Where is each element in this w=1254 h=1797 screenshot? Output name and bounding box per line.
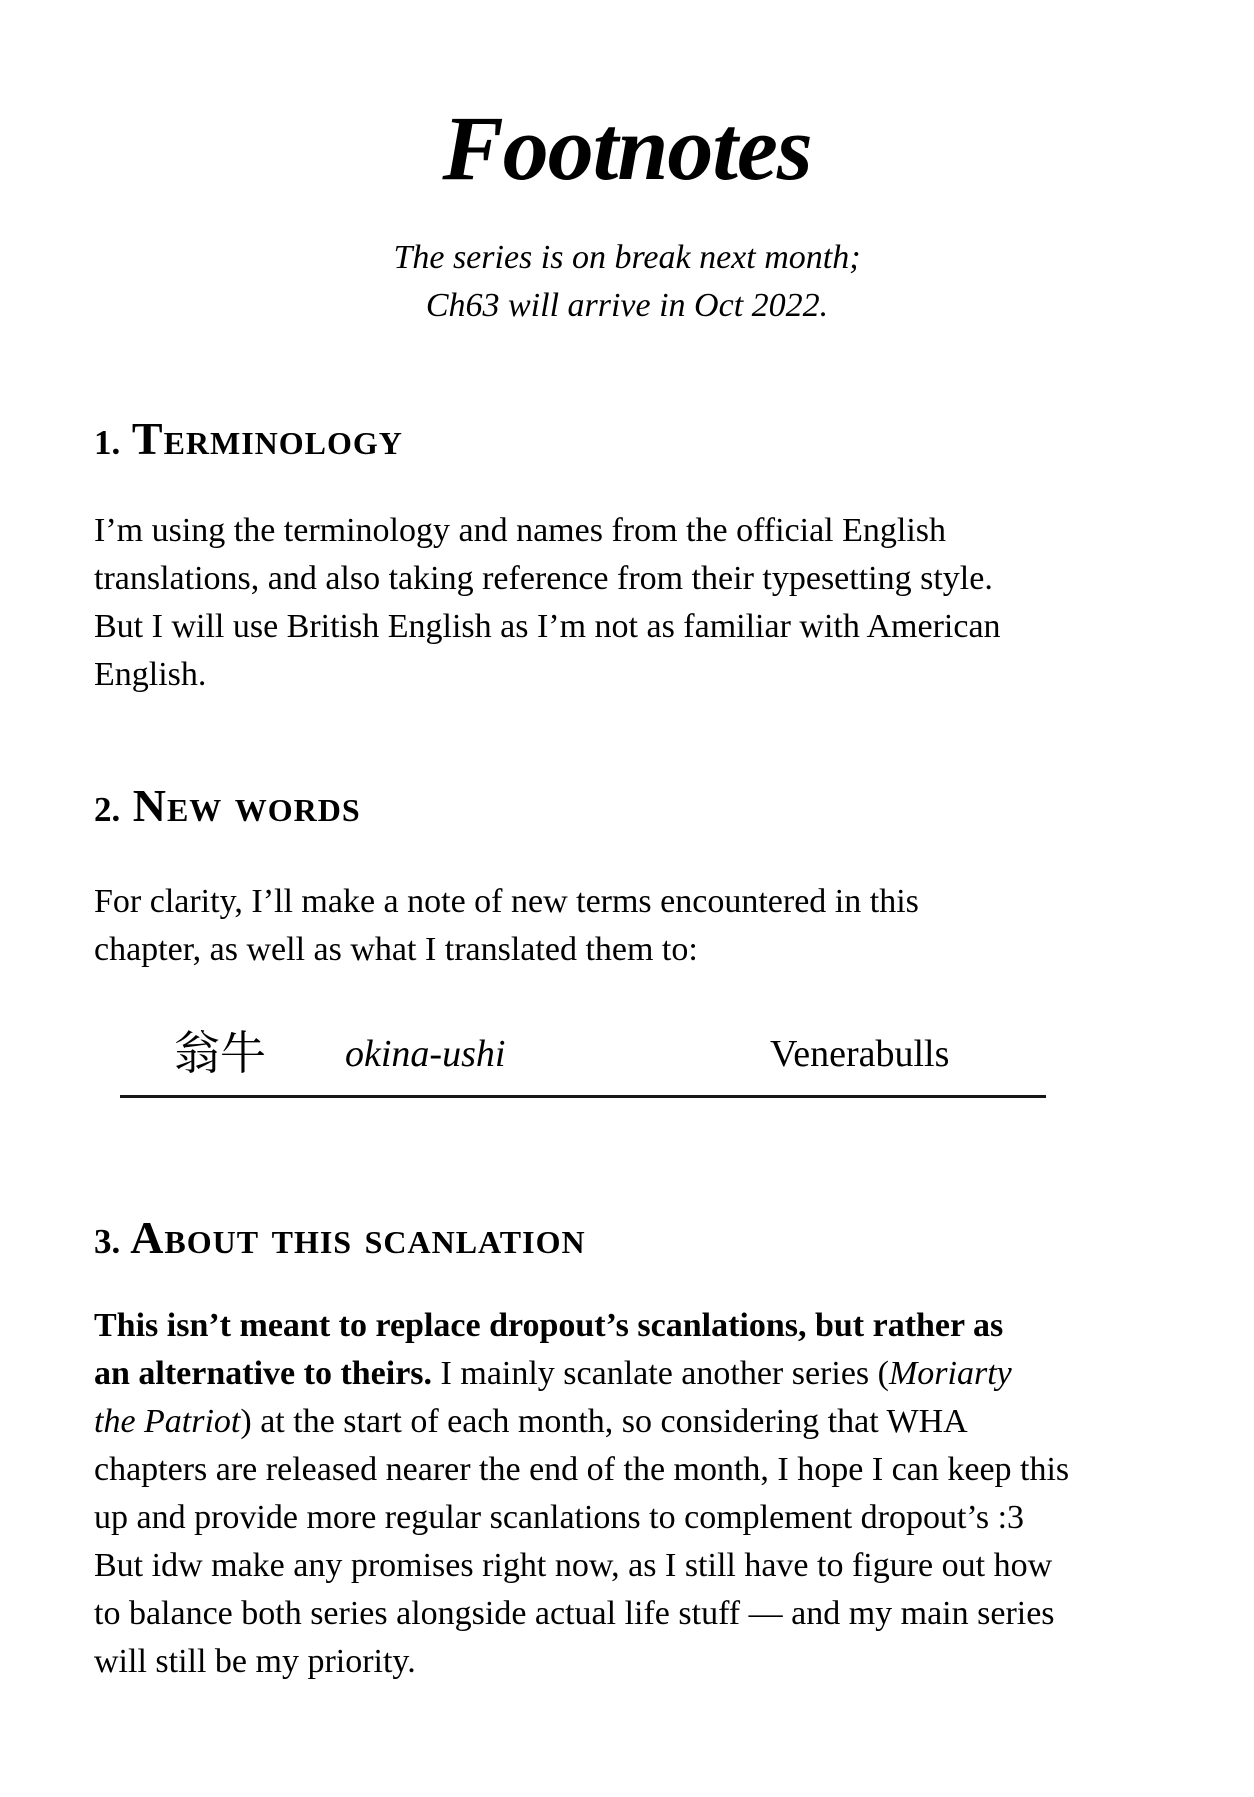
paragraph-line xyxy=(94,1446,1160,1494)
paragraph-line xyxy=(94,1638,1160,1686)
text-regular: I mainly scanlate another series ( xyxy=(432,1355,889,1392)
section-heading-new-words xyxy=(94,780,1160,836)
paragraph-line xyxy=(94,1494,1160,1542)
paragraph-line xyxy=(94,1542,1160,1590)
section-heading-label: About this scanlation xyxy=(130,1212,586,1263)
section-number: 1. xyxy=(94,423,121,462)
glossary-row xyxy=(94,1030,1160,1078)
glossary-translation: Venerabulls xyxy=(770,1033,950,1075)
subtitle-line: Ch63 will arrive in Oct 2022. xyxy=(425,287,829,324)
section-heading-label: New words xyxy=(132,780,361,831)
paragraph-line: For clarity, I’ll make a note of new terms encountered in this xyxy=(94,883,919,920)
text-italic: Moriarty xyxy=(888,1355,1012,1392)
paragraph-about xyxy=(94,1302,1160,1686)
paragraph-line xyxy=(94,1302,1160,1350)
subtitle-line: The series is on break next month; xyxy=(393,239,861,276)
paragraph-line xyxy=(94,1350,1160,1398)
paragraph-line: I’m using the terminology and names from the official English xyxy=(94,512,947,549)
paragraph-terminology xyxy=(94,507,1160,699)
section-heading-about xyxy=(94,1212,1160,1268)
text-regular: chapters are released nearer the end of the month, I hope I can keep this xyxy=(94,1451,1070,1488)
text-regular: But idw make any promises right now, as I still have to figure out how xyxy=(94,1547,1053,1584)
paragraph-line: chapter, as well as what I translated them to: xyxy=(94,931,698,968)
glossary-kanji: 翁牛 xyxy=(174,1028,266,1079)
page-title: Footnotes xyxy=(442,97,812,199)
text-regular: to balance both series alongside actual life stuff — and my main series xyxy=(94,1595,1055,1632)
paragraph-line: But I will use British English as I’m not as familiar with American xyxy=(94,608,1001,645)
section-number: 2. xyxy=(94,790,121,829)
subtitle xyxy=(94,234,1160,330)
glossary-divider xyxy=(120,1095,1046,1098)
text-bold: an alternative to theirs. xyxy=(94,1355,433,1392)
text-regular: up and provide more regular scanlations to complement dropout’s :3 xyxy=(94,1499,1025,1536)
paragraph-line: translations, and also taking reference from their typesetting style. xyxy=(94,560,993,597)
paragraph-line xyxy=(94,1590,1160,1638)
paragraph-new-words xyxy=(94,878,1160,974)
paragraph-line xyxy=(94,1398,1160,1446)
paragraph-line: English. xyxy=(94,656,207,693)
text-italic: the Patriot xyxy=(94,1403,241,1440)
section-heading-label: Terminology xyxy=(131,413,403,464)
glossary-romaji: okina-ushi xyxy=(345,1033,506,1075)
text-bold: This isn’t meant to replace dropout’s scanlations, but rather as xyxy=(94,1307,1004,1344)
section-number: 3. xyxy=(94,1222,121,1261)
text-regular: ) at the start of each month, so considering that WHA xyxy=(240,1403,968,1440)
section-heading-terminology xyxy=(94,413,1160,469)
text-regular: will still be my priority. xyxy=(94,1643,416,1680)
